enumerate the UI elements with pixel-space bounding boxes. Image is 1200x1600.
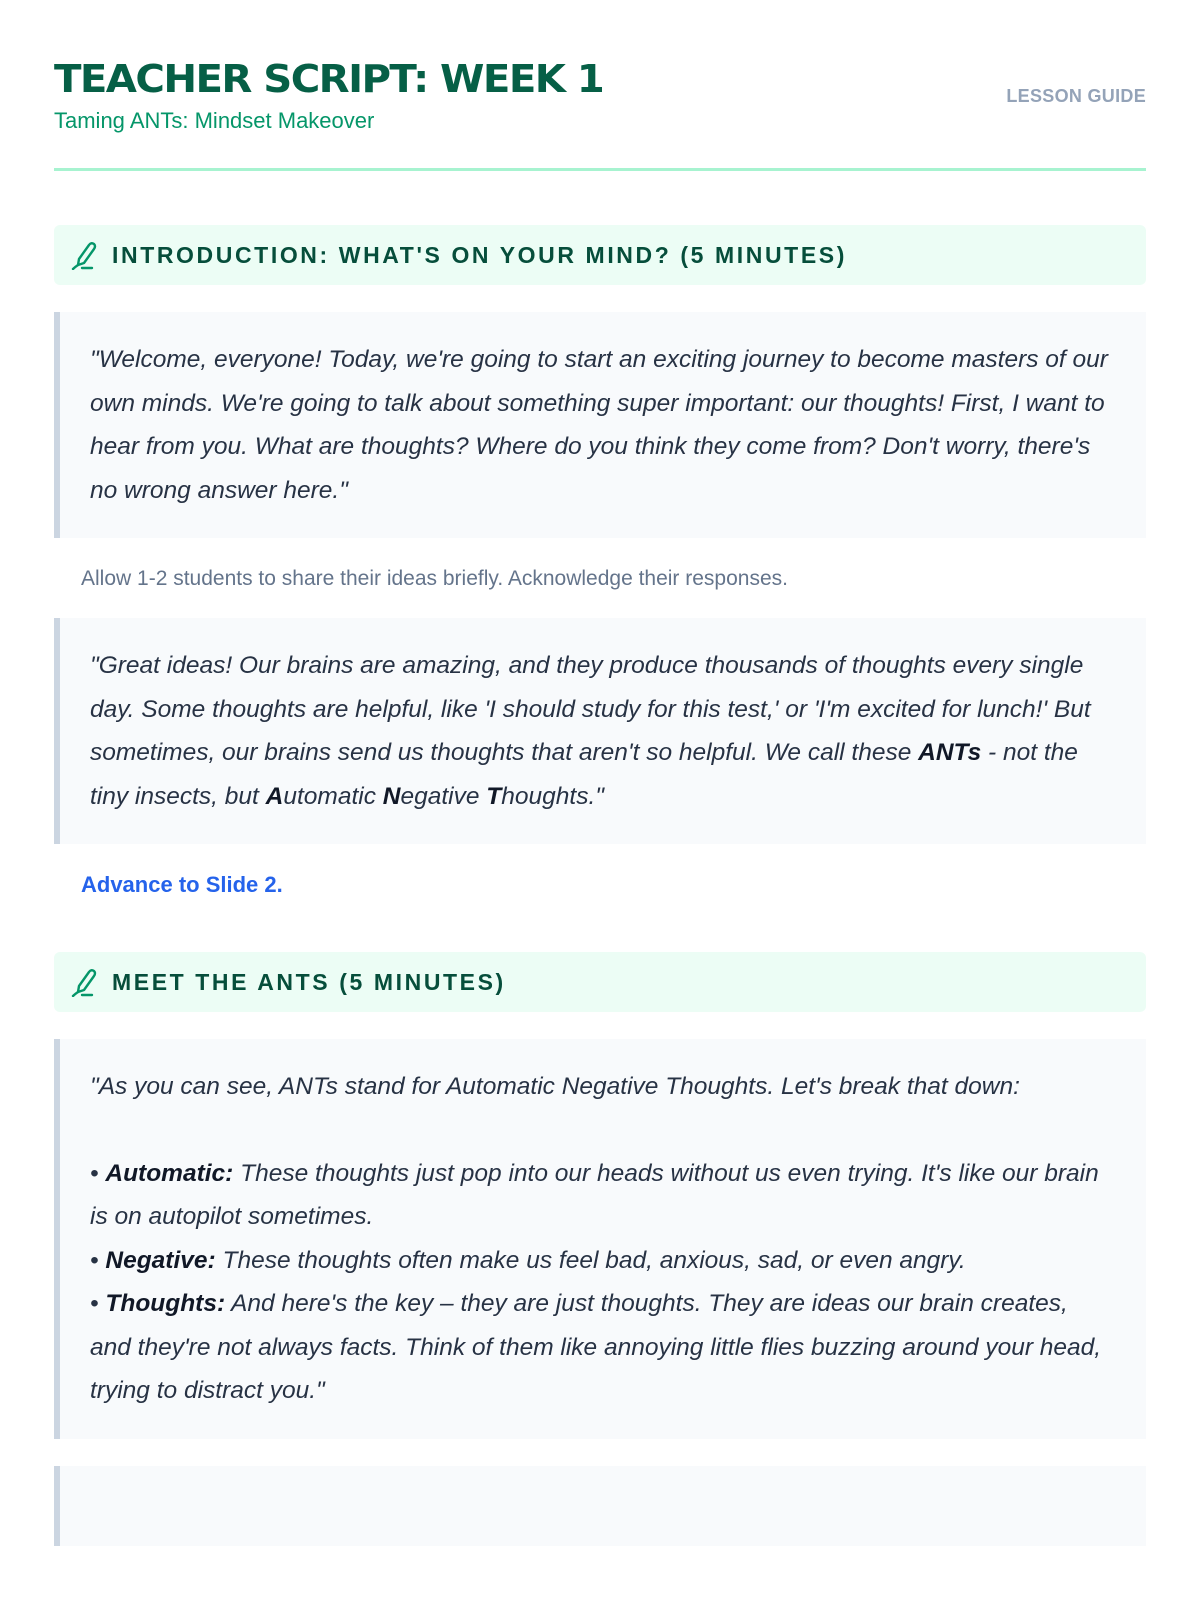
quote-text: houghts." xyxy=(501,782,604,810)
teacher-note: Allow 1-2 students to share their ideas briefly. Acknowledge their responses. xyxy=(81,567,788,590)
page-title: TEACHER SCRIPT: WEEK 1 xyxy=(54,57,604,101)
pen-icon xyxy=(70,240,100,270)
section-title: INTRODUCTION: WHAT'S ON YOUR MIND? (5 MINUTES) xyxy=(112,241,847,268)
quote-text: "Welcome, everyone! Today, we're going to start an exciting journey to become masters of our own minds. We're going to talk about something super important: our thoughts! First, I want to hear from you. What are thoughts? Where do you think they come from? Don't worry, there's no wrong answer here." xyxy=(90,346,1108,504)
acronym-letter-n: N xyxy=(382,782,401,810)
ants-term: ANTs xyxy=(918,739,982,766)
bullet-text: And here's the key – they are just thoughts. They are ideas our brain creates, and they're not always facts. Think of them like annoying little flies buzzing around your head, trying to distract you." xyxy=(90,1290,1102,1404)
section-title: MEET THE ANTS (5 MINUTES) xyxy=(112,968,506,995)
page-subtitle: Taming ANTs: Mindset Makeover xyxy=(54,108,375,133)
slide-action: Advance to Slide 2. xyxy=(81,872,283,897)
quote-text: egative xyxy=(400,782,487,810)
acronym-letter-t: T xyxy=(486,782,502,810)
bullet-item: • Thoughts: And here's the key – they are just thoughts. They are ideas our brain creates, and they're not always facts. Think of them like annoying little flies buzzing around your head, trying to distract you." xyxy=(90,1290,1102,1404)
pen-icon xyxy=(70,967,100,997)
script-quote xyxy=(54,312,1146,538)
section-header-introduction xyxy=(54,225,1146,285)
quote-text: "As you can see, ANTs stand for Automatic Negative Thoughts. Let's break that down: xyxy=(90,1073,1020,1100)
script-quote xyxy=(54,618,1146,844)
script-quote xyxy=(54,1039,1146,1439)
acronym-letter-a: A xyxy=(265,782,284,810)
lesson-guide-label: LESSON GUIDE xyxy=(1006,86,1146,106)
quote-text: utomatic xyxy=(283,782,383,810)
bullet-term: Automatic: xyxy=(105,1159,234,1187)
bullet-term: Thoughts: xyxy=(105,1290,226,1317)
quote-text: - not the tiny insects, but xyxy=(90,739,1078,810)
bullet-term: Negative: xyxy=(105,1246,216,1274)
page-header xyxy=(54,0,1146,171)
bullet-text: These thoughts just pop into our heads without us even trying. It's like our brain is on autopilot sometimes. xyxy=(90,1159,1099,1230)
bullet-text: These thoughts often make us feel bad, anxious, sad, or even angry. xyxy=(215,1246,966,1274)
script-quote-continued xyxy=(54,1466,1146,1546)
section-header-meet-the-ants xyxy=(54,952,1146,1012)
bullet-item: • Negative: These thoughts often make us feel bad, anxious, sad, or even angry. xyxy=(90,1246,966,1274)
bullet-item: • Automatic: These thoughts just pop into our heads without us even trying. It's like our brain is on autopilot sometimes. xyxy=(90,1159,1099,1230)
quote-text: "Great ideas! Our brains are amazing, and they produce thousands of thoughts every single day. Some thoughts are helpful, like 'I should study for this test,' or 'I'm excited for lunch!' But sometimes, our brains send us thoughts that aren't so helpful. We call these xyxy=(90,652,1091,766)
